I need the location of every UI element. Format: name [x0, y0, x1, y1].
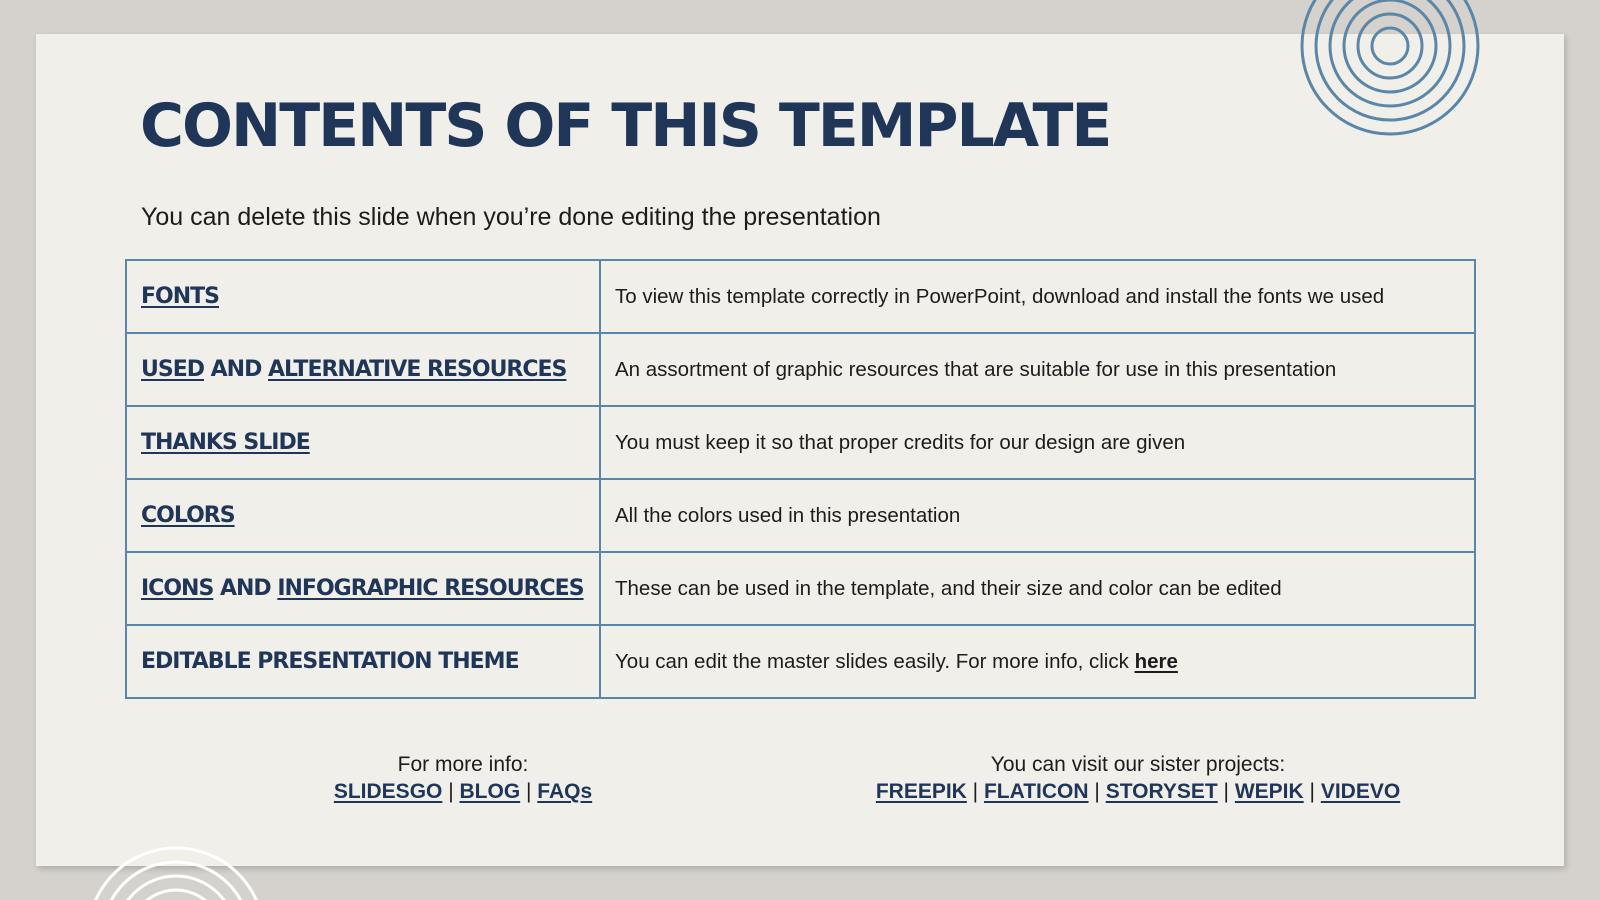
footer-sister-projects: [820, 751, 1456, 805]
link-separator: |: [1303, 780, 1321, 803]
link-slidesgo[interactable]: SLIDESGO: [333, 780, 443, 803]
resource-name-cell: [126, 406, 600, 479]
table-row: [126, 406, 1475, 479]
resource-name-cell: [126, 479, 600, 552]
link-flaticon[interactable]: FLATICON: [983, 780, 1089, 803]
footer-sister-projects-label: You can visit our sister projects:: [990, 753, 1286, 776]
link-storyset[interactable]: STORYSET: [1105, 780, 1218, 803]
subtitle: You can delete this slide when you’re done editing the presentation: [141, 203, 881, 231]
resource-description-cell: [600, 260, 1475, 333]
link-separator: |: [966, 780, 984, 803]
resource-name-cell: [126, 625, 600, 698]
footer-more-info: [278, 751, 648, 805]
resource-name-cell: [126, 333, 600, 406]
link-infographic-resources[interactable]: INFOGRAPHIC RESOURCES: [277, 576, 584, 601]
link-separator: |: [1217, 780, 1235, 803]
concentric-circles-icon: [1298, 0, 1482, 138]
table-row: [126, 479, 1475, 552]
link-blog[interactable]: BLOG: [459, 780, 521, 803]
resource-description: You can edit the master slides easily. For more info, click: [615, 649, 1135, 673]
link-fonts[interactable]: FONTS: [141, 284, 219, 309]
resource-description: You must keep it so that proper credits for our design are given: [615, 430, 1186, 454]
footer-sister-projects-links: [820, 778, 1456, 805]
resource-description-cell: [600, 406, 1475, 479]
link-freepik[interactable]: FREEPIK: [875, 780, 967, 803]
contents-table-body: [126, 260, 1475, 698]
link-separator: |: [442, 780, 460, 803]
resource-name-cell: [126, 552, 600, 625]
resource-description: These can be used in the template, and their size and color can be edited: [615, 576, 1282, 600]
resource-description: An assortment of graphic resources that are suitable for use in this presentation: [615, 357, 1337, 381]
link-videvo[interactable]: VIDEVO: [1320, 780, 1401, 803]
link-here[interactable]: here: [1134, 649, 1178, 673]
table-row: [126, 333, 1475, 406]
resource-name-text: AND: [204, 357, 269, 382]
table-row: [126, 552, 1475, 625]
footer-more-info-label: For more info:: [397, 753, 529, 776]
link-alternative-resources[interactable]: ALTERNATIVE RESOURCES: [268, 357, 567, 382]
link-used[interactable]: USED: [141, 357, 204, 382]
link-faqs[interactable]: FAQs: [537, 780, 593, 803]
concentric-circles-icon: [84, 844, 268, 900]
page-title: CONTENTS OF THIS TEMPLATE: [140, 91, 1111, 161]
link-icons[interactable]: ICONS: [141, 576, 214, 601]
link-separator: |: [1088, 780, 1106, 803]
resource-name-text: EDITABLE PRESENTATION THEME: [141, 649, 519, 674]
link-thanks-slide[interactable]: THANKS SLIDE: [141, 430, 310, 455]
resource-description: To view this template correctly in PowerPoint, download and install the fonts we used: [615, 284, 1385, 308]
resource-description-cell: [600, 552, 1475, 625]
link-colors[interactable]: COLORS: [141, 503, 235, 528]
resource-description-cell: [600, 625, 1475, 698]
footer-more-info-links: [278, 778, 648, 805]
resource-name-text: AND: [213, 576, 278, 601]
link-separator: |: [520, 780, 538, 803]
resource-description-cell: [600, 333, 1475, 406]
table-row: [126, 625, 1475, 698]
resource-description: All the colors used in this presentation: [615, 503, 961, 527]
link-wepik[interactable]: WEPIK: [1234, 780, 1304, 803]
table-row: [126, 260, 1475, 333]
contents-table: [125, 259, 1476, 699]
resource-name-cell: [126, 260, 600, 333]
resource-description-cell: [600, 479, 1475, 552]
